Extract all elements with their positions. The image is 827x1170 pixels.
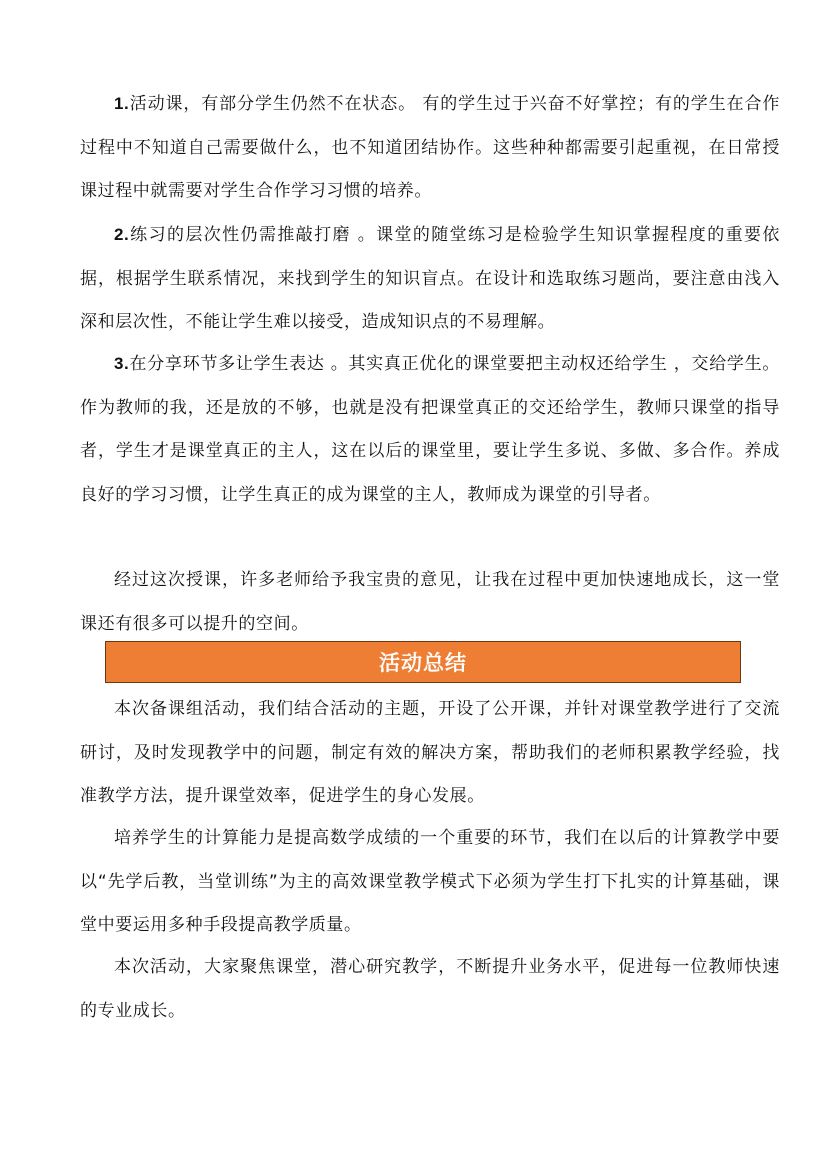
paragraph-text: 活动课，有部分学生仍然不在状态。 有的学生过于兴奋不好掌控；有的学生在合作过程中不知道自己需要做什么，也不知道团结协作。这些种种都需要引起重视，在日常授课过程中就需要对学生合作学习习惯的培养。 <box>80 94 780 202</box>
summary-paragraph-2: 培养学生的计算能力是提高数学成绩的一个重要的环节，我们在以后的计算教学中要以“先学后教，当堂训练”为主的高效课堂教学模式下必须为学生打下扎实的计算基础，课堂中要运用多种手段提高教学质量。 <box>80 828 780 936</box>
item-number: 1. <box>114 94 130 113</box>
summary-paragraph-3: 本次活动，大家聚焦课堂，潜心研究教学，不断提升业务水平，促进每一位教师快速的专业成长。 <box>80 957 780 1021</box>
summary-paragraph-1: 本次备课组活动，我们结合活动的主题，开设了公开课，并针对课堂教学进行了交流研讨，及时发现教学中的问题，制定有效的解决方案，帮助我们的老师积累教学经验，找准教学方法，提升课堂效率，促进学生的身心发展。 <box>80 699 780 807</box>
closing-paragraph: 经过这次授课，许多老师给予我宝贵的意见，让我在过程中更加快速地成长，这一堂课还有很多可以提升的空间。 <box>80 570 780 634</box>
reflection-paragraph-3 <box>80 342 780 517</box>
section-header <box>105 641 741 683</box>
paragraph-text: 在分享环节多让学生表达 。其实真正优化的课堂要把主动权还给学生 ，交给学生。作为教师的我，还是放的不够，也就是没有把课堂真正的交还给学生，教师只课堂的指导者，学生才是课堂真正的主人，这在以后的课堂里，要让学生多说、多做、多合作。养成良好的学习习惯，让学生真正的成为课堂的主人，教师成为课堂的引导者。 <box>80 354 780 505</box>
reflection-paragraph-1 <box>80 82 780 214</box>
section-title: 活动总结 <box>379 651 467 675</box>
reflection-paragraph-2 <box>80 213 780 345</box>
item-number: 2. <box>114 225 130 244</box>
paragraph-text: 练习的层次性仍需推敲打磨 。课堂的随堂练习是检验学生知识掌握程度的重要依据，根据学生联系情况，来找到学生的知识盲点。在设计和选取练习题尚，要注意由浅入深和层次性，不能让学生难以接受，造成知识点的不易理解。 <box>80 225 780 333</box>
item-number: 3. <box>114 354 130 373</box>
